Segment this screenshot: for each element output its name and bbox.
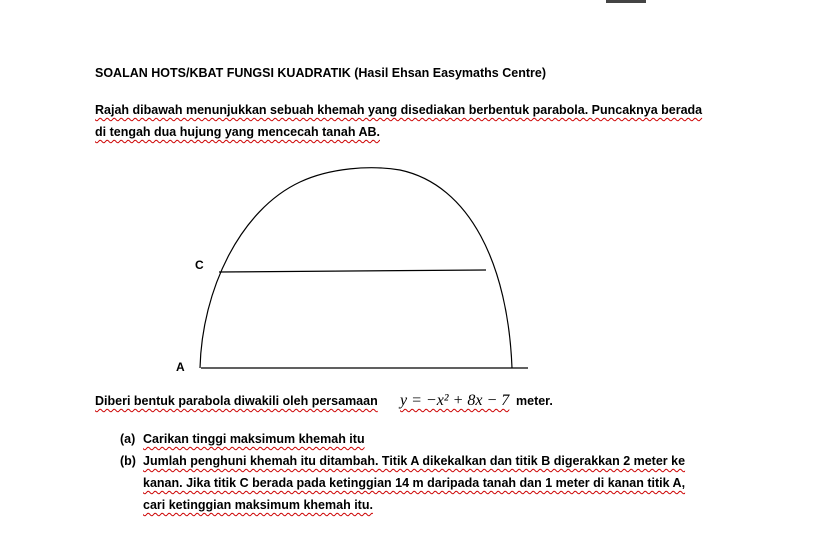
intro-line-2: di tengah dua hujung yang mencecah tanah AB. [95,125,380,139]
question-b-text: Jumlah penghuni khemah itu ditambah. Titik A dikekalkan dan titik B digerakkan 2 meter ke kanan. Jika titik C berada pada ketinggian 14 m daripada tanah dan 1 meter di kanan titik A, cari ketinggian maksimum khemah itu. [143,454,686,512]
intro-line-1: Rajah dibawah menunjukkan sebuah khemah yang disediakan berbentuk parabola. Puncaknya berada [95,103,703,117]
point-a-label: A [176,360,185,374]
equation: y = −x² + 8x − 7 [400,392,510,409]
question-a-label: (a) [120,432,136,446]
question-a-text: Carikan tinggi maksimum khemah itu [143,432,365,446]
unit-text: meter. [516,394,553,408]
point-c-label: C [195,258,204,272]
worksheet-title: SOALAN HOTS/KBAT FUNGSI KUADRATIK (Hasil Ehsan Easymaths Centre) [95,66,546,80]
given-text: Diberi bentuk parabola diwakili oleh persamaan [95,394,378,408]
chord-line-c [219,270,486,272]
parabola-arc [200,168,512,368]
question-b-label: (b) [120,454,136,468]
